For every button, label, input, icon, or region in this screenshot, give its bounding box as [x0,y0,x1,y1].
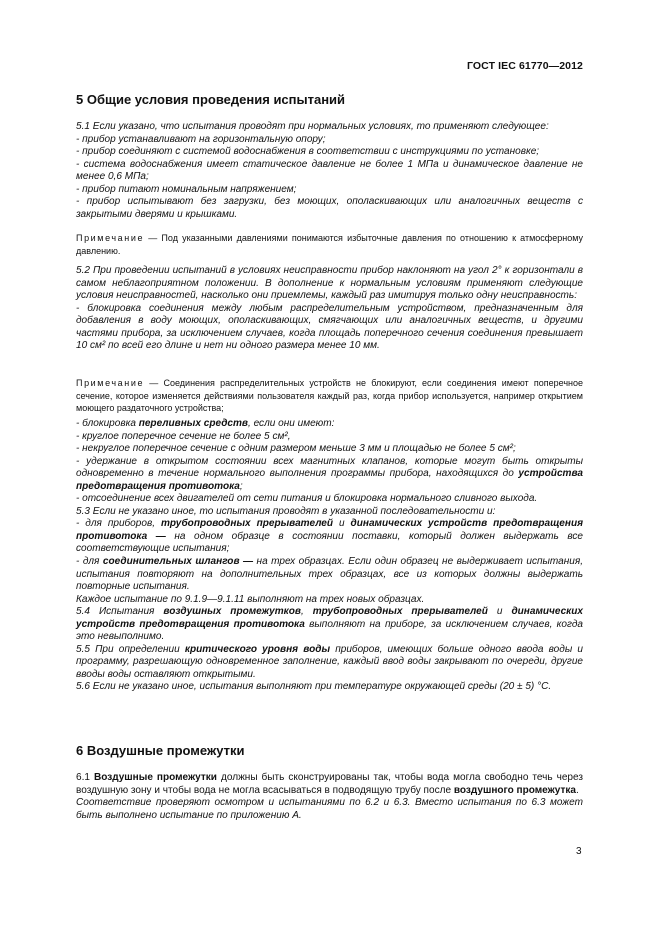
note-1-label: Примечание [76,233,145,243]
paragraph-5-2-item-5: - удержание в открытом состоянии всех магнитных клапанов, которые могут быть открыты одновременно в течение нормального выполнения программы прибора, находящихся до устройства предотвращения противотока; [76,455,583,492]
page-number: 3 [576,846,582,857]
note-2-label: Примечание [76,378,145,388]
paragraph-5-3-item-1: - для приборов, трубопроводных прерывателей и динамических устройств предотвращения противотока — на одном образце в состоянии поставки, который должен выдержать все соответствующие испытания; [76,518,584,555]
note-1-text: — Под указанными давлениями понимаются избыточные давления по отношению к атмосферному давлению. [76,233,583,256]
section-6-title: 6 Воздушные промежутки [76,743,245,758]
paragraph-5-6: 5.6 Если не указано иное, испытания выполняют при температуре окружающей среды (20 ± 5) °С. [76,681,552,693]
paragraph-5-3: 5.3 Если не указано иное, то испытания проводят в указанной последовательности и: [76,505,496,517]
paragraph-5-2: 5.2 При проведении испытаний в условиях неисправности прибор наклоняют на угол 2° к горизонтали в самом неблагоприятном положении. В дополнение к нормальным условиям применяют следующие условия неисправностей, насколько они приемлемы, каждый раз имитируя только одну неисправность: [76,265,583,302]
section-5-title: 5 Общие условия проведения испытаний [76,92,346,107]
note-2 [76,377,583,415]
paragraph-5-2-item-6: - отсоединение всех двигателей от сети питания и блокировка нормального сливного выхода. [76,493,538,505]
paragraph-5-3-item-3: Каждое испытание по 9.1.9—9.1.11 выполняют на трех новых образцах. [76,593,425,605]
section-5-body [76,121,583,221]
paragraph-5-2-item-3: - круглое поперечное сечение не более 5 см², [76,430,291,442]
paragraph-5-1-item-1: - прибор устанавливают на горизонтальную опору; [76,133,326,145]
paragraph-5-2-conditions [76,418,583,694]
paragraph-5-5: 5.5 При определении критического уровня воды приборов, имеющих больше одного ввода воды и программу, разрешающую одновременное заполнение, каждый ввод воды закрывают по очереди, другие вводы воды оставляют открытыми. [76,643,583,680]
paragraph-6-1-compliance: Соответствие проверяют осмотром и испытаниями по 6.2 и 6.3. Вместо испытания по 6.3 может быть выполнено испытание по приложению А. [76,797,583,821]
paragraph-5-4: 5.4 Испытания воздушных промежутков, трубопроводных прерывателей и динамических устройств предотвращения противотока выполняют на приборе, за исключением случаев, когда это невыполнимо. [76,606,583,643]
paragraph-5-1-item-4: - прибор питают номинальным напряжением; [76,183,297,195]
paragraph-5-2-item-1: - блокировка соединения между любым распределительным устройством, предназначенным для добавления в воду моющих, ополаскивающих, смягчающих или аналогичных веществ, и другими частями прибора, за исключением случаев, когда площадь поперечного сечения соединения превышает 10 см² по всей его длине и нет ни одного размера менее 10 мм. [76,302,583,352]
standard-designation: ГОСТ IEC 61770—2012 [466,60,583,72]
paragraph-5-2-item-4: - некруглое поперечное сечение с одним размером меньше 3 мм и площадью не более 5 см²; [76,443,516,455]
paragraph-5-3-item-2: - для соединительных шлангов — на трех образцах. Если один образец не выдерживает испытания, испытания повторяют на дополнительных трех образцах, все из которых должны выдержать повторные испытания. [76,556,584,593]
paragraph-5-1-intro: 5.1 Если указано, что испытания проводят при нормальных условиях, то применяют следующее: [76,121,549,132]
section-6-body [76,772,583,822]
paragraph-5-2-block [76,265,583,353]
paragraph-6-1: 6.1 Воздушные промежутки должны быть сконструированы так, чтобы вода могла свободно течь через воздушную зону и чтобы вода не могла всасываться в подводящую трубу после воздушного промежутка. [76,772,583,796]
paragraph-5-1-item-3: - система водоснабжения имеет статическое давление не более 1 МПа и динамическое давление не менее 0,6 МПа; [76,158,583,183]
note-2-text: — Соединения распределительных устройств не блокируют, если соединения имеют поперечное сечение, которое изменяется действиями пользователя каждый раз, когда прибор используется, например открытием моющего раздаточного устройства; [76,378,583,413]
paragraph-5-1-item-5: - прибор испытывают без загрузки, без моющих, ополаскивающих или аналогичных веществ с закрытыми дверями и крышками. [76,196,583,220]
note-1 [76,232,583,257]
paragraph-5-2-item-2: - блокировка переливных средств, если они имеют: [76,418,335,429]
paragraph-5-1-item-2: - прибор соединяют с системой водоснабжения в соответствии с инструкциями по установке; [76,146,540,158]
